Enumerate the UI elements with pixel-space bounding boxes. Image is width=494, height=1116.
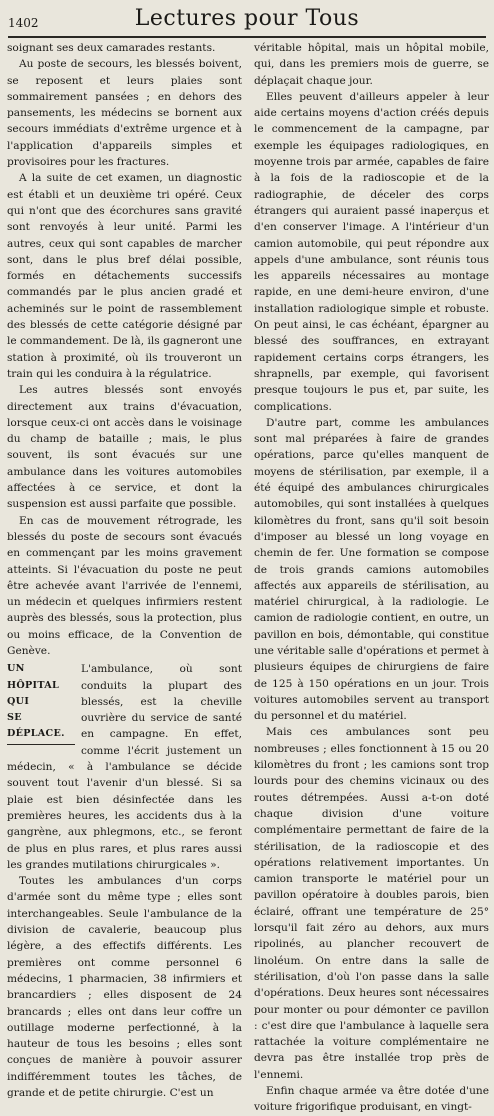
paragraph: A la suite de cet examen, un diagnostic est établi et un deuxième tri opéré. Ceux qui n'ont que des écorchures sans gravité sont renvoyés à leur unité. Parmi les autres, ceux qui sont capables de marcher sont, dans le plus bref délai possible, formés en détachements successifs commandés par le plus ancien gradé et acheminés sur le point de rassemblement des blessés de cette catégorie désigné par le commandement. De là, ils gagneront une station à proximité, où ils trouveront un train qui les conduira à la régulatrice.: [7, 172, 242, 380]
paragraph: En cas de mouvement rétrograde, les blessés du poste de secours sont évacués en commençant par les moins gravement atteints. Si l'évacuation du poste ne peut être achevée avant l'arrivée de l'ennemi, un médecin et quelques infirmiers restent auprès des blessés, sous la protection, plus ou moins efficace, de la Convention de Genève.: [7, 514, 242, 657]
right-column: [254, 40, 489, 1114]
paragraph: Mais ces ambulances sont peu nombreuses ; elles fonctionnent à 15 ou 20 kilomètres du front ; les camions sont trop lourds pour des chemins vicinaux ou des routes détrempées. Aussi a-t-on doté chaque division d'une voiture complémentaire permettant de faire de la stérilisation, de la radioscopie et des opérations relativement importantes. Un camion transporte le matériel pour un pavillon opératoire à doubles parois, bien éclairé, offrant une température de 25° lorsqu'il fait zéro au dehors, aux murs ripolinés, au plancher recouvert de linoléum. On entre dans la salle de stérilisation, d'où l'on passe dans la salle d'opérations. Deux heures sont nécessaires pour monter ou pour démonter ce pavillon : c'est dire que l'ambulance à laquelle sera rattachée la voiture complémentaire ne devra pas être installée trop près de l'ennemi.: [254, 726, 489, 1081]
section-hopital-qui-se-deplace: [7, 661, 242, 873]
section-paragraph: L'ambulance, où sont conduits la plupart des blessés, est la cheville ouvrière du service de santé en campagne. En effet, comme l'écrit justement un médecin, « à l'ambulance se décide souvent tout l'avenir d'un blessé. Si sa plaie est bien désinfectée dans les premières heures, les accidents dus à la gangrène, aux phlegmons, etc., se feront de plus en plus rares, et plus rares aussi les grandes mutilations chirurgicales ».: [7, 663, 242, 871]
section-heading-line: QUI: [7, 695, 30, 707]
paragraph: D'autre part, comme les ambulances sont mal préparées à faire de grandes opérations, parce qu'elles manquent de moyens de stérilisation, par exemple, il a été équipé des ambulances chirurgicales automobiles, qui sont installées à quelques kilomètres du front, sans qu'il soit besoin d'imposer au blessé un long voyage en chemin de fer. Une formation se compose de trois grands camions automobiles affectés aux appareils de stérilisation, au matériel chirurgical, à la radiologie. Le camion de radiologie contient, en outre, un pavillon en bois, démontable, qui constitue une véritable salle d'opérations et permet à plusieurs équipes de chirurgiens de faire de 125 à 150 opérations en un jour. Trois voitures automobiles servent au transport du personnel et du matériel.: [254, 416, 489, 723]
left-column: [7, 40, 242, 1099]
section-heading-rule: [7, 744, 75, 745]
paragraph: soignant ses deux camarades restants.: [7, 42, 216, 54]
paragraph: Elles peuvent d'ailleurs appeler à leur aide certains moyens d'action créés depuis le commencement de la campagne, par exemple les équipages radiologiques, en moyenne trois par armée, capables de faire à la fois de la radioscopie et de la radiographie, de déceler des corps étrangers qui auraient passé inaperçus et d'en conserver l'image. A l'intérieur d'un camion automobile, qui peut répondre aux appels d'une ambulance, sont réunis tous les appareils nécessaires au montage rapide, en une demi-heure environ, d'une installation radiologique simple et robuste. On peut ainsi, le cas échéant, épargner au blessé des souffrances, en extrayant rapidement certains corps étrangers, les shrapnells, par exemple, qui favorisent presque toujours le pus et, par suite, les complications.: [254, 90, 489, 413]
paragraph: Enfin chaque armée va être dotée d'une voiture frigorifique produisant, en vingt-: [254, 1085, 489, 1114]
paragraph: Toutes les ambulances d'un corps d'armée sont du même type ; elles sont interchangeables. Seule l'ambulance de la division de cavalerie, beaucoup plus légère, a des effectifs différents. Les premières ont comme personnel 6 médecins, 1 pharmacien, 38 infirmiers et brancardiers ; elles disposent de 24 brancards ; elles ont dans leur coffre un outillage moderne perfectionné, à la hauteur de tous les besoins ; elles sont conçues de manière à pouvoir assurer indifféremment toutes les tâches, de grande et de petite chirurgie. C'est un: [7, 875, 242, 1099]
section-heading: [7, 661, 75, 744]
paragraph-continuation: véritable hôpital, mais un hôpital mobile, qui, dans les premiers mois de guerre, se déplaçait chaque jour.: [254, 42, 489, 87]
page-header: [8, 6, 486, 38]
paragraph: Au poste de secours, les blessés boivent, se reposent et leurs plaies sont sommairement pansées ; en dehors des pansements, les médecins se bornent aux secours immédiats d'extrême urgence et à l'application d'appareils simples et provisoires pour les fractures.: [7, 58, 242, 169]
page-number: 1402: [8, 16, 39, 30]
paragraph: Les autres blessés sont envoyés directement aux trains d'évacuation, lorsque ceux-ci ont accès dans le voisinage du champ de bataille ; mais, le plus souvent, ils sont évacués sur une ambulance dans les voitures automobiles affectées à ce service, et dont la suspension est aussi parfaite que possible.: [7, 384, 242, 511]
section-heading-line: UN HÔPITAL: [7, 663, 60, 691]
journal-title: Lectures pour Tous: [134, 6, 360, 31]
section-heading-line: SE DÉPLACE.: [7, 712, 65, 740]
